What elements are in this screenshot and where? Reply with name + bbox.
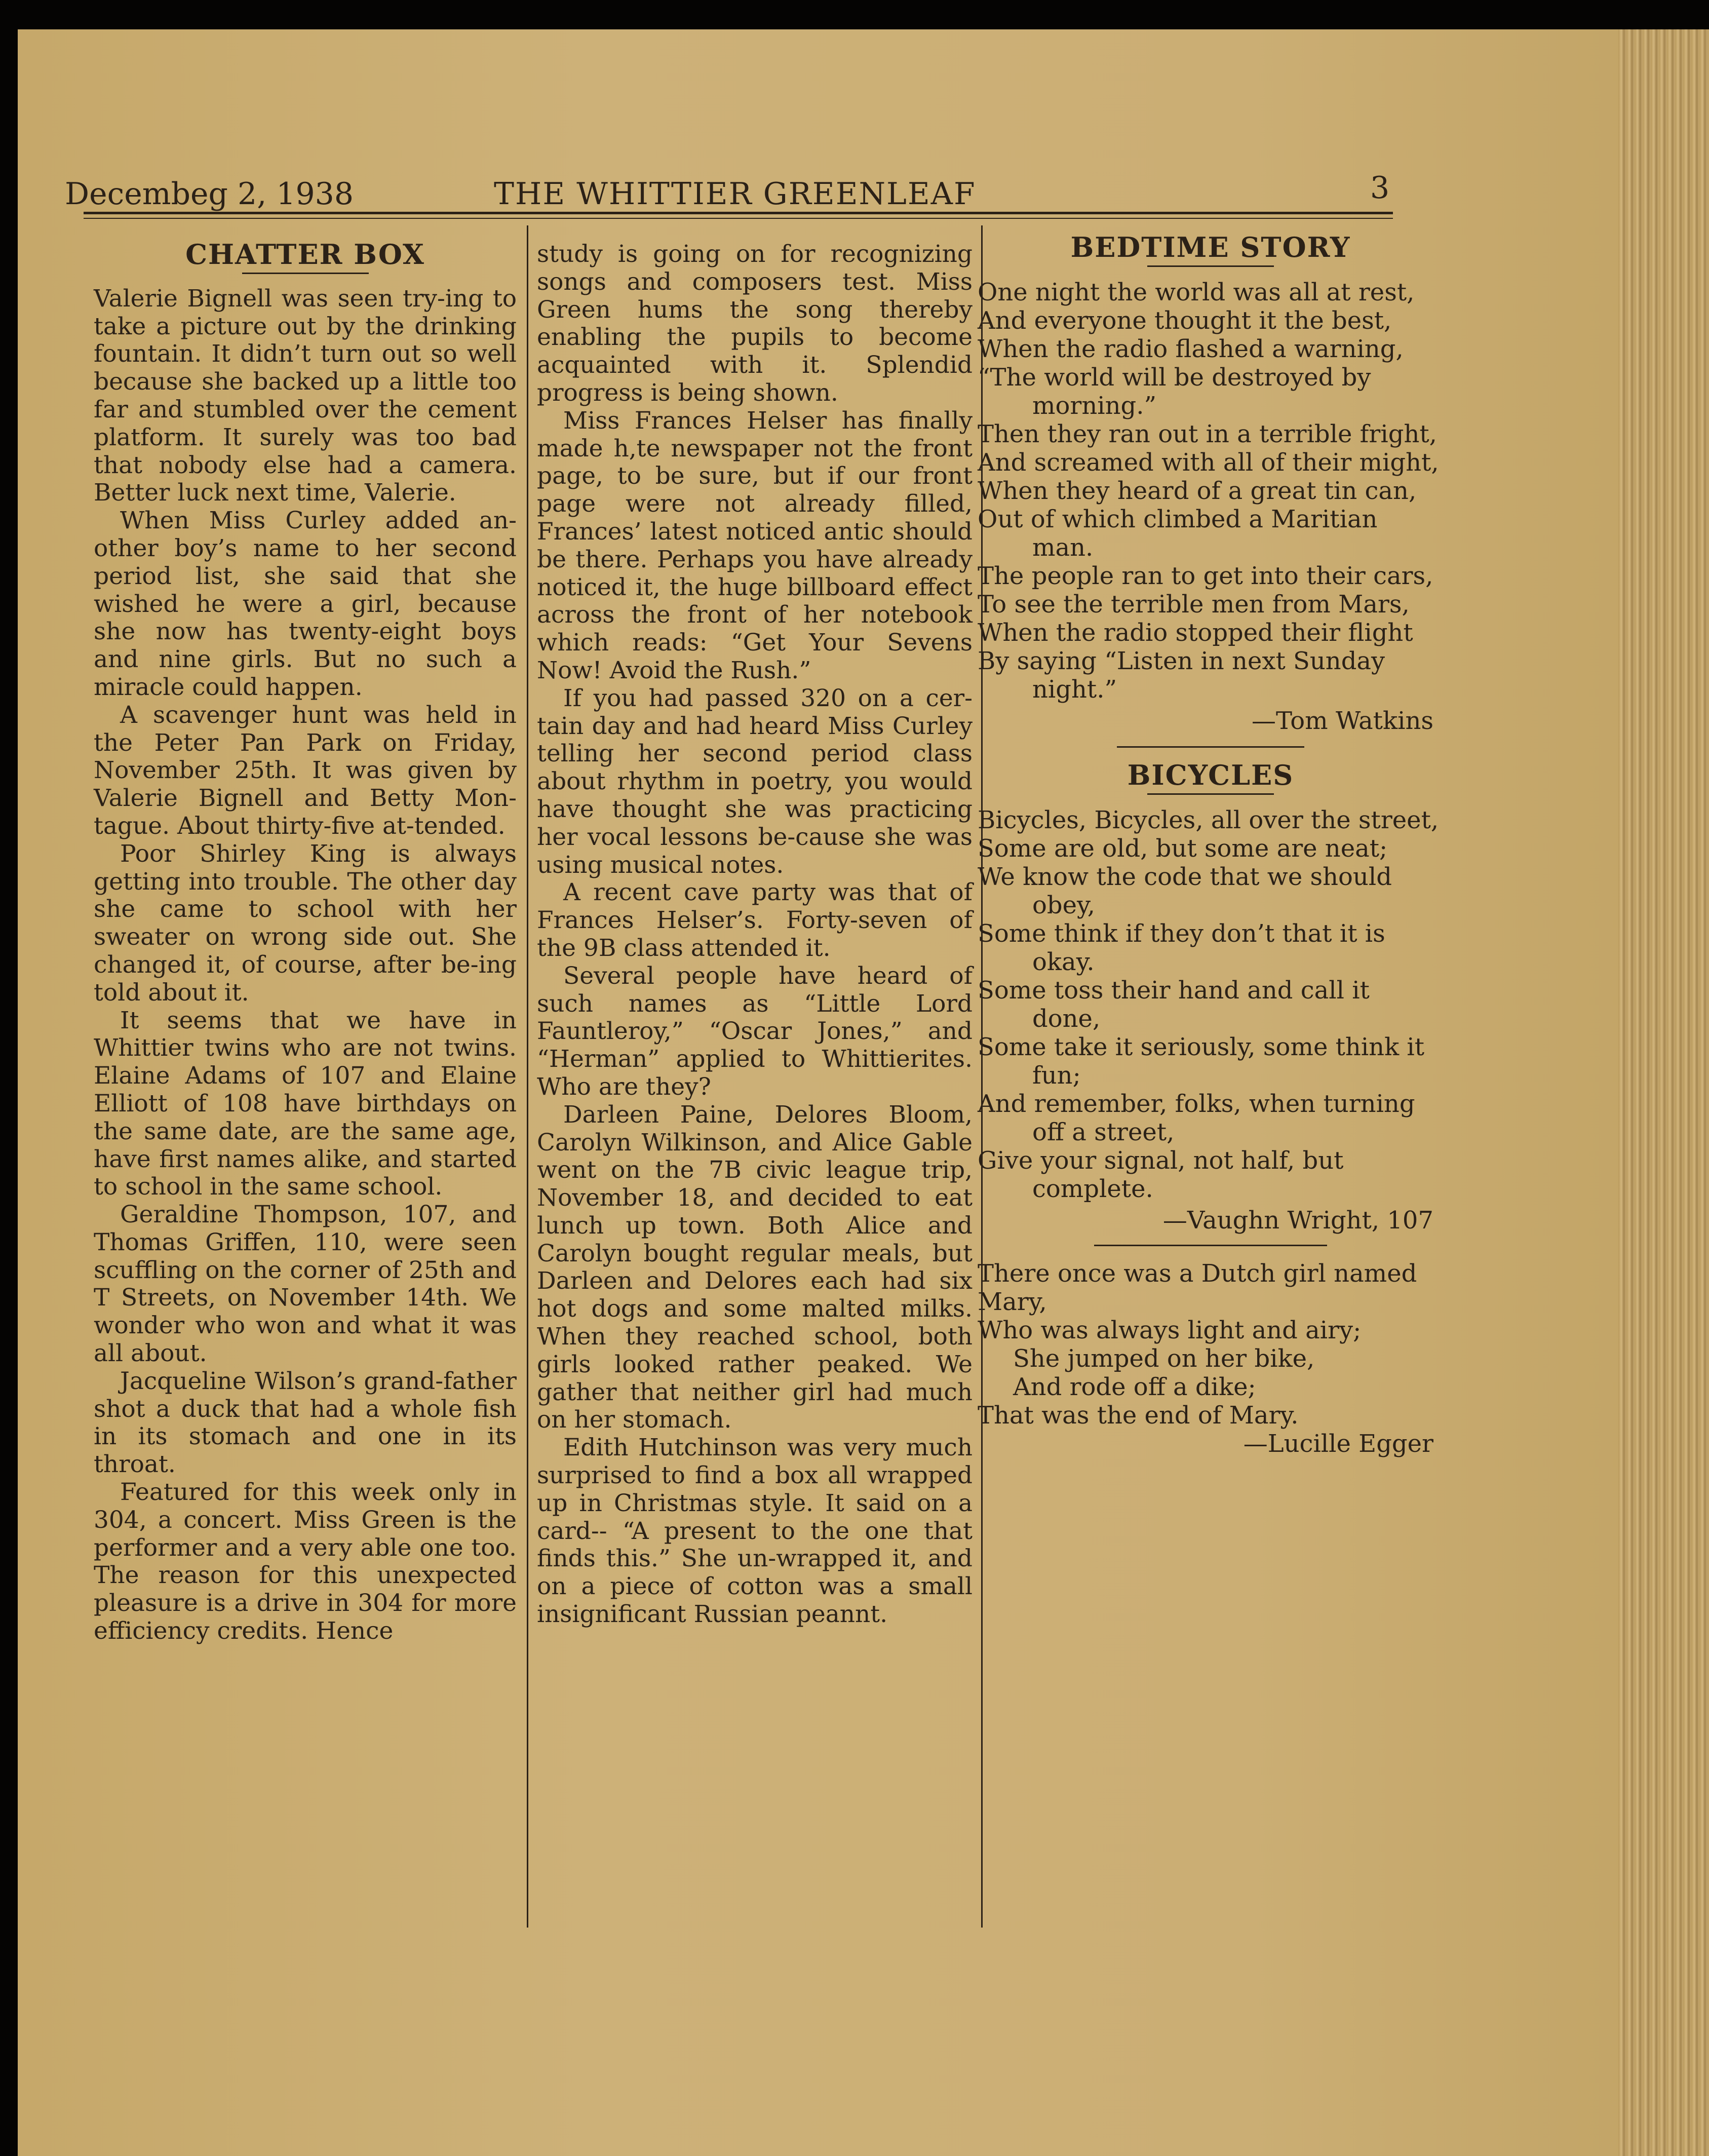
poem-line: The people ran to get into their cars,: [978, 562, 1433, 590]
poem-line: To see the terrible men from Mars,: [978, 590, 1410, 619]
chatter-paragraph: When Miss Curley added an-other boy’s name to her second period list, she said that she wished he were a girl, because she now has twenty-eight boys and nine girls. But no such a miracle could happen.: [94, 507, 517, 701]
poem-line: Some are old, but some are neat;: [978, 834, 1388, 863]
poem-line: And everyone thought it the best,: [978, 306, 1392, 335]
chatter-paragraph: Featured for this week only in 304, a concert. Miss Green is the performer and a very able one too. The reason for this unexpected pleasure is a drive in 304 for more efficiency credits. Hence: [94, 1478, 517, 1645]
poem-line: That was the end of Mary.: [978, 1401, 1299, 1430]
poem-line: Some think if they don’t that it is okay.: [978, 919, 1385, 976]
heading-divider: [1147, 793, 1274, 795]
chatter-box-heading: CHATTER BOX: [185, 238, 425, 271]
poem-line: Out of which climbed a Maritian man.: [978, 505, 1378, 562]
poem-author: —Tom Watkins: [1251, 707, 1433, 735]
chatter-paragraph: Several people have heard of such names as “Little Lord Fauntleroy,” “Oscar Jones,” and “Herman” applied to Whittierites. Who are they?: [537, 961, 973, 1101]
chatter-paragraph: Geraldine Thompson, 107, and Thomas Griffen, 110, were seen scuffling on the corner of 25th and T Streets, on November 14th. We wonder who won and what it was all about.: [94, 1201, 517, 1368]
poem-line: When the radio stopped their flight: [978, 619, 1413, 647]
book-page-edges: [1618, 29, 1709, 2156]
column-divider-1: [527, 225, 528, 1928]
column-chatter-continued: [537, 241, 973, 1629]
heading-divider: [1147, 265, 1274, 267]
poem-line: And rode off a dike;: [1013, 1373, 1256, 1401]
limerick: [978, 1259, 1444, 1458]
chatter-paragraph: If you had passed 320 on a cer-tain day and had heard Miss Curley telling her second period class about rhythm in poetry, you would have thought she was practicing her vocal lessons be-cause she was using musical notes.: [537, 684, 973, 879]
poem-line: When they heard of a great tin can,: [978, 477, 1417, 505]
poem-line: Some take it seriously, some think it fun;: [978, 1033, 1425, 1090]
poem-line: Then they ran out in a terrible fright,: [978, 420, 1437, 448]
poem-line: When the radio flashed a warning,: [978, 335, 1404, 363]
chatter-paragraph: Valerie Bignell was seen try-ing to take a picture out by the drinking fountain. It didn’t turn out so well because she backed up a little too far and stumbled over the cement platform. It surely was too bad that nobody else had a camera. Better luck next time, Valerie.: [94, 284, 517, 507]
poem-line: And remember, folks, when turning off a street,: [978, 1090, 1415, 1146]
poem-author: —Lucille Egger: [1243, 1430, 1433, 1458]
poem-line: Who was always light and airy;: [978, 1316, 1362, 1344]
column-poems: [978, 233, 1444, 1458]
header-rule-bottom: [84, 218, 1393, 219]
chatter-paragraph: Miss Frances Helser has finally made h,te newspaper not the front page, to be sure, but if our front page were not already filled, Frances’ latest noticed antic should be there. Perhaps you have already noticed it, the huge billboard effect across the front of her notebook which reads: “Get Your Sevens Now! Avoid the Rush.”: [537, 406, 973, 684]
chatter-paragraph: Edith Hutchinson was very much surprised to find a box all wrapped up in Christmas style. It said on a card-- “A present to the one that finds this.” She un-wrapped it, and on a piece of cotton was a small insignificant Russian peannt.: [537, 1434, 973, 1629]
chatter-paragraph: Jacqueline Wilson’s grand-father shot a duck that had a whole fish in its stomach and one in its throat.: [94, 1367, 517, 1479]
header-rule-top: [84, 212, 1393, 214]
poem-author: —Vaughn Wright, 107: [1162, 1206, 1433, 1235]
poem-line: There once was a Dutch girl named Mary,: [978, 1259, 1417, 1316]
poem-line: And screamed with all of their might,: [978, 448, 1439, 477]
poem-line: One night the world was all at rest,: [978, 278, 1415, 306]
chatter-paragraph: It seems that we have in Whittier twins who are not twins. Elaine Adams of 107 and Elaine Elliott of 108 have birthdays on the same date, are the same age, have first names alike, and started to school in the same school.: [94, 1006, 517, 1201]
issue-date: Decembeg 2, 1938: [65, 176, 354, 212]
bedtime-story-heading: BEDTIME STORY: [1070, 231, 1351, 263]
chatter-paragraph: A scavenger hunt was held in the Peter Pan Park on Friday, November 25th. It was given by Valerie Bignell and Betty Mon-tague. About thirty-five at-tended.: [94, 701, 517, 840]
poem-line: Give your signal, not half, but complete.: [978, 1146, 1344, 1203]
column-chatter-box: [94, 238, 517, 1645]
page-number: 3: [1370, 170, 1390, 206]
poem-line: Some toss their hand and call it done,: [978, 976, 1370, 1033]
poem-line: By saying “Listen in next Sunday night.”: [978, 647, 1385, 704]
poem-line: Bicycles, Bicycles, all over the street,: [978, 806, 1439, 834]
heading-divider: [242, 273, 369, 274]
section-divider: [1094, 1245, 1327, 1246]
poem-line: She jumped on her bike,: [1013, 1344, 1315, 1373]
chatter-paragraph: Darleen Paine, Delores Bloom, Carolyn Wilkinson, and Alice Gable went on the 7B civic league trip, November 18, and decided to eat lunch up town. Both Alice and Carolyn bought regular meals, but Darleen and Delores each had six hot dogs and some malted milks. When they reached school, both girls looked rather peaked. We gather that neither girl had much on her stomach.: [537, 1100, 973, 1434]
bicycles-heading: BICYCLES: [1127, 759, 1294, 791]
section-divider: [1117, 746, 1304, 748]
poem-line: We know the code that we should obey,: [978, 863, 1392, 919]
chatter-paragraph: Poor Shirley King is always getting into trouble. The other day she came to school with her sweater on wrong side out. She changed it, of course, after be-ing told about it.: [94, 839, 517, 1007]
chatter-paragraph: study is going on for recognizing songs and composers test. Miss Green hums the song thereby enabling the pupils to become acquainted with it. Splendid progress is being shown.: [537, 240, 973, 407]
poem-line: “The world will be destroyed by morning.”: [978, 363, 1371, 420]
chatter-paragraph: A recent cave party was that of Frances Helser’s. Forty-seven of the 9B class attended it.: [537, 878, 973, 962]
newspaper-title: THE WHITTIER GREENLEAF: [494, 176, 976, 212]
